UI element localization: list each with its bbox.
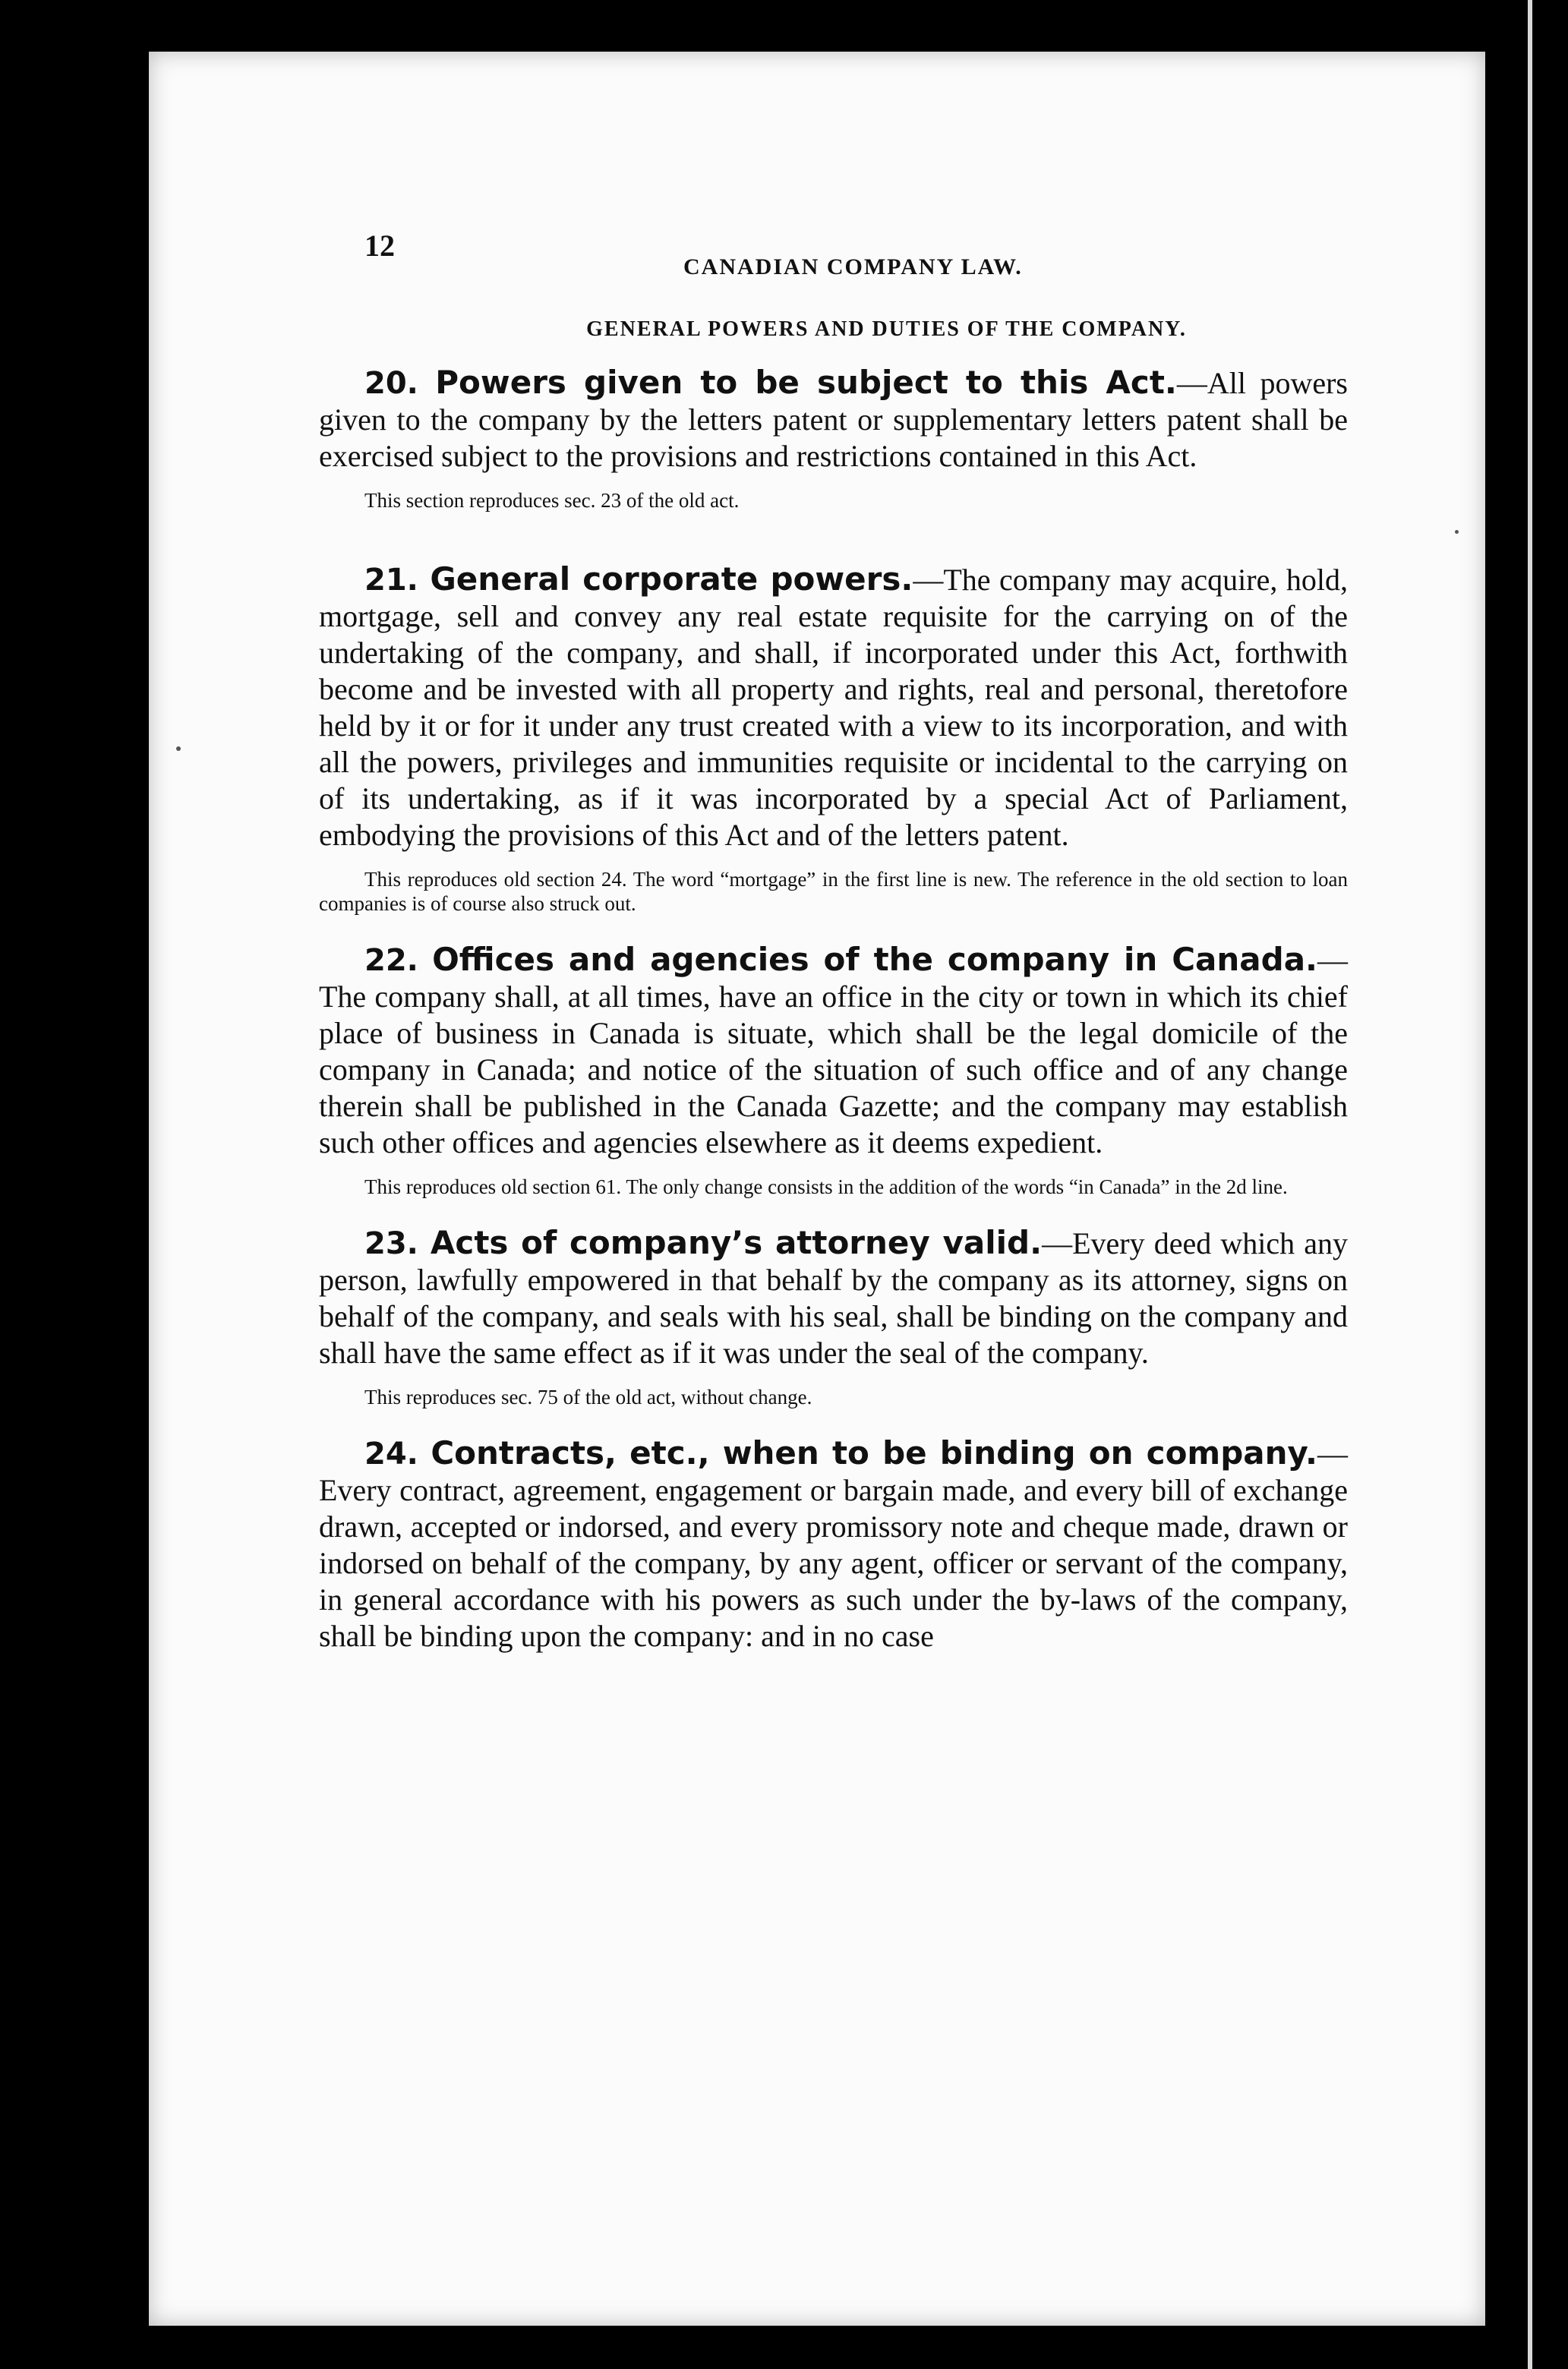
section-title: Acts of company’s attorney valid. xyxy=(430,1224,1043,1261)
section-21 xyxy=(319,561,1348,916)
section-body xyxy=(319,1435,1348,1655)
section-text: —All powers given to the company by the letters patent or supplementary letters patent shall be exercised subject to the provisions and restrictions contained in this Act. xyxy=(319,366,1348,473)
section-title: Offices and agencies of the company in Canada. xyxy=(432,941,1317,978)
dust-speck xyxy=(176,746,181,751)
section-text: —Every contract, agreement, engagement or bargain made, and every bill of exchange drawn, accepted or indorsed, and every promissory note and cheque made, drawn or indorsed on behalf of the company, by any agent, officer or servant of the company, in general accordance with his powers as such under the by-laws of the company, shall be binding upon the company: and in no case xyxy=(319,1437,1348,1653)
section-number: 20. xyxy=(364,366,436,401)
section-24 xyxy=(319,1435,1348,1655)
part-heading: GENERAL POWERS AND DUTIES OF THE COMPANY. xyxy=(586,317,1187,341)
section-body xyxy=(319,1225,1348,1371)
section-body xyxy=(319,942,1348,1161)
section-text: —The company shall, at all times, have an office in the city or town in which its chief place of business in Canada is situate, which shall be the legal domicile of the company in Canada; and notice of the situation of such office and of any change therein shall be published in the Canada Gazette; and the company may establish such other offices and agencies elsewhere as it deems expedient. xyxy=(319,943,1348,1159)
section-title: General corporate powers. xyxy=(430,560,913,598)
page-content xyxy=(319,220,1348,1680)
page-number: 12 xyxy=(364,229,395,263)
running-title: CANADIAN COMPANY LAW. xyxy=(683,254,1023,279)
section-body xyxy=(319,364,1348,475)
section-text: —Every deed which any person, lawfully empowered in that behalf by the company as its attorney, signs on behalf of the company, and seals with his seal, shall be binding on the company and shall have the same effect as if it was under the seal of the company. xyxy=(319,1226,1348,1370)
section-body xyxy=(319,561,1348,853)
section-number: 21. xyxy=(364,563,431,598)
section-number: 24. xyxy=(364,1437,431,1472)
section-title: Powers given to be subject to this Act. xyxy=(435,364,1177,401)
section-note: This reproduces old section 61. The only change consists in the addition of the words “in Canada” in the 2d line. xyxy=(364,1175,1288,1198)
section-note: This reproduces sec. 75 of the old act, without change. xyxy=(364,1386,812,1408)
section-note: This reproduces old section 24. The word “mortgage” in the first line is new. The reference in the old section to loan companies is of course also struck out. xyxy=(319,868,1348,915)
running-head xyxy=(319,220,1348,281)
section-23 xyxy=(319,1225,1348,1409)
page-edge-line xyxy=(1528,0,1532,2369)
section-22 xyxy=(319,942,1348,1199)
section-title: Contracts, etc., when to be binding on company. xyxy=(431,1434,1317,1472)
section-20 xyxy=(319,364,1348,513)
section-text: —The company may acquire, hold, mortgage, sell and convey any real estate requisite for the carrying on of the undertaking of the company, and shall, if incorporated under this Act, forthwith become and be invested with all property and rights, real and personal, theretofore held by it or for it under any trust created with a view to its incorporation, and with all the powers, privileges and immunities requisite or incidental to the carrying on of its undertaking, as if it was incorporated by a special Act of Parliament, embodying the provisions of this Act and of the letters patent. xyxy=(319,563,1348,852)
section-number: 23. xyxy=(364,1226,431,1261)
section-number: 22. xyxy=(364,943,433,978)
dust-speck xyxy=(1455,530,1459,534)
section-note: This section reproduces sec. 23 of the old act. xyxy=(364,489,740,512)
